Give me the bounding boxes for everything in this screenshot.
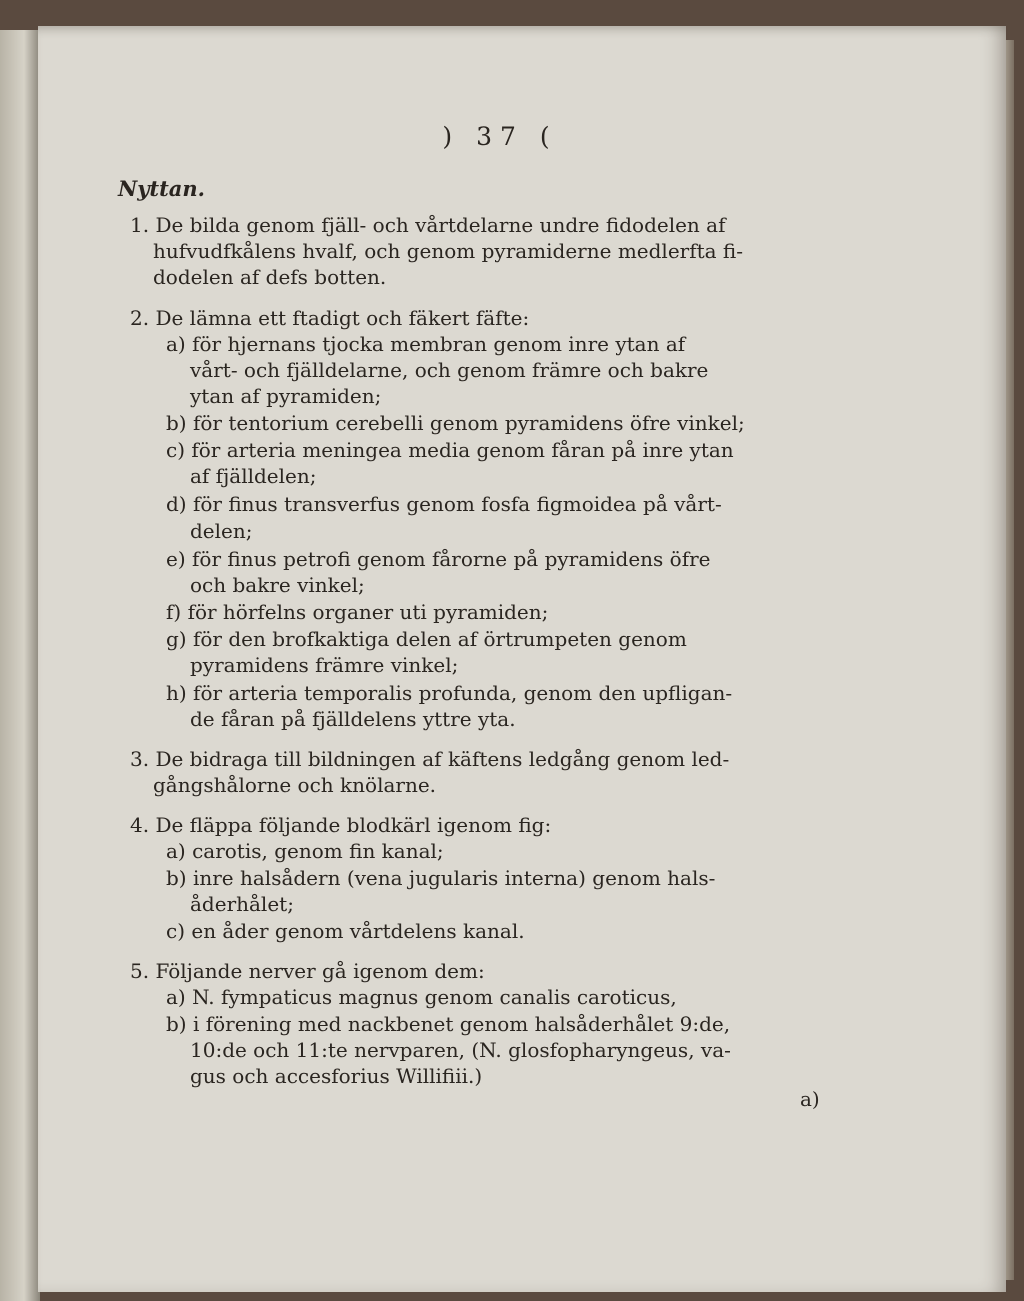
page-text bbox=[38, 26, 1006, 1292]
text-line: h) för arteria temporalis profunda, genom den upfligan- bbox=[166, 681, 733, 705]
text-line: pyramidens främre vinkel; bbox=[190, 653, 459, 677]
book-page bbox=[38, 26, 1006, 1292]
text-line: b) för tentorium cerebelli genom pyramidens öfre vinkel; bbox=[166, 411, 745, 435]
text-line: 2. De lämna ett ftadigt och fäkert fäfte: bbox=[130, 306, 530, 330]
text-line: de fåran på fjälldelens yttre yta. bbox=[190, 707, 516, 731]
text-line: b) i förening med nackbenet genom halsåderhålet 9:de, bbox=[166, 1012, 731, 1036]
text-line: g) för den brofkaktiga delen af örtrumpeten genom bbox=[166, 627, 687, 651]
text-line: b) inre halsådern (vena jugularis interna) genom hals- bbox=[166, 866, 716, 890]
text-line: c) en åder genom vårtdelens kanal. bbox=[166, 919, 525, 943]
text-line: d) för finus transverfus genom fosfa figmoidea på vårt- bbox=[166, 492, 722, 516]
text-line: ytan af pyramiden; bbox=[190, 384, 382, 408]
catchword: a) bbox=[800, 1087, 820, 1111]
running-head: ) 37 ( bbox=[442, 122, 558, 151]
text-line: af fjälldelen; bbox=[190, 464, 317, 488]
text-line: vårt- och fjälldelarne, och genom främre och bakre bbox=[190, 358, 709, 382]
text-line: f) för hörfelns organer uti pyramiden; bbox=[166, 600, 549, 624]
text-line: 5. Följande nerver gå igenom dem: bbox=[130, 959, 485, 983]
text-line: dodelen af defs botten. bbox=[153, 265, 387, 289]
text-line: gångshålorne och knölarne. bbox=[153, 773, 437, 797]
text-line: 3. De bidraga till bildningen af käftens ledgång genom led- bbox=[130, 747, 730, 771]
text-line: hufvudfkålens hvalf, och genom pyramiderne medlerfta fi- bbox=[153, 239, 744, 263]
facing-page-edge bbox=[0, 30, 40, 1301]
text-line: åderhålet; bbox=[190, 892, 294, 916]
text-line: a) N. fympaticus magnus genom canalis caroticus, bbox=[166, 985, 677, 1009]
section-title: Nyttan. bbox=[118, 176, 205, 201]
text-line: delen; bbox=[190, 519, 253, 543]
text-line: 4. De fläppa följande blodkärl igenom fig: bbox=[130, 813, 552, 837]
text-line: a) carotis, genom fin kanal; bbox=[166, 839, 444, 863]
text-line: c) för arteria meningea media genom fåran på inre ytan bbox=[166, 438, 734, 462]
text-line: 1. De bilda genom fjäll- och vårtdelarne undre fidodelen af bbox=[130, 213, 726, 237]
text-line: gus och accesforius Willifiii.) bbox=[190, 1064, 483, 1088]
text-line: och bakre vinkel; bbox=[190, 573, 365, 597]
text-line: a) för hjernans tjocka membran genom inre ytan af bbox=[166, 332, 686, 356]
text-line: e) för finus petrofi genom fårorne på pyramidens öfre bbox=[166, 547, 711, 571]
text-line: 10:de och 11:te nervparen, (N. glosfopharyngeus, va- bbox=[190, 1038, 731, 1062]
